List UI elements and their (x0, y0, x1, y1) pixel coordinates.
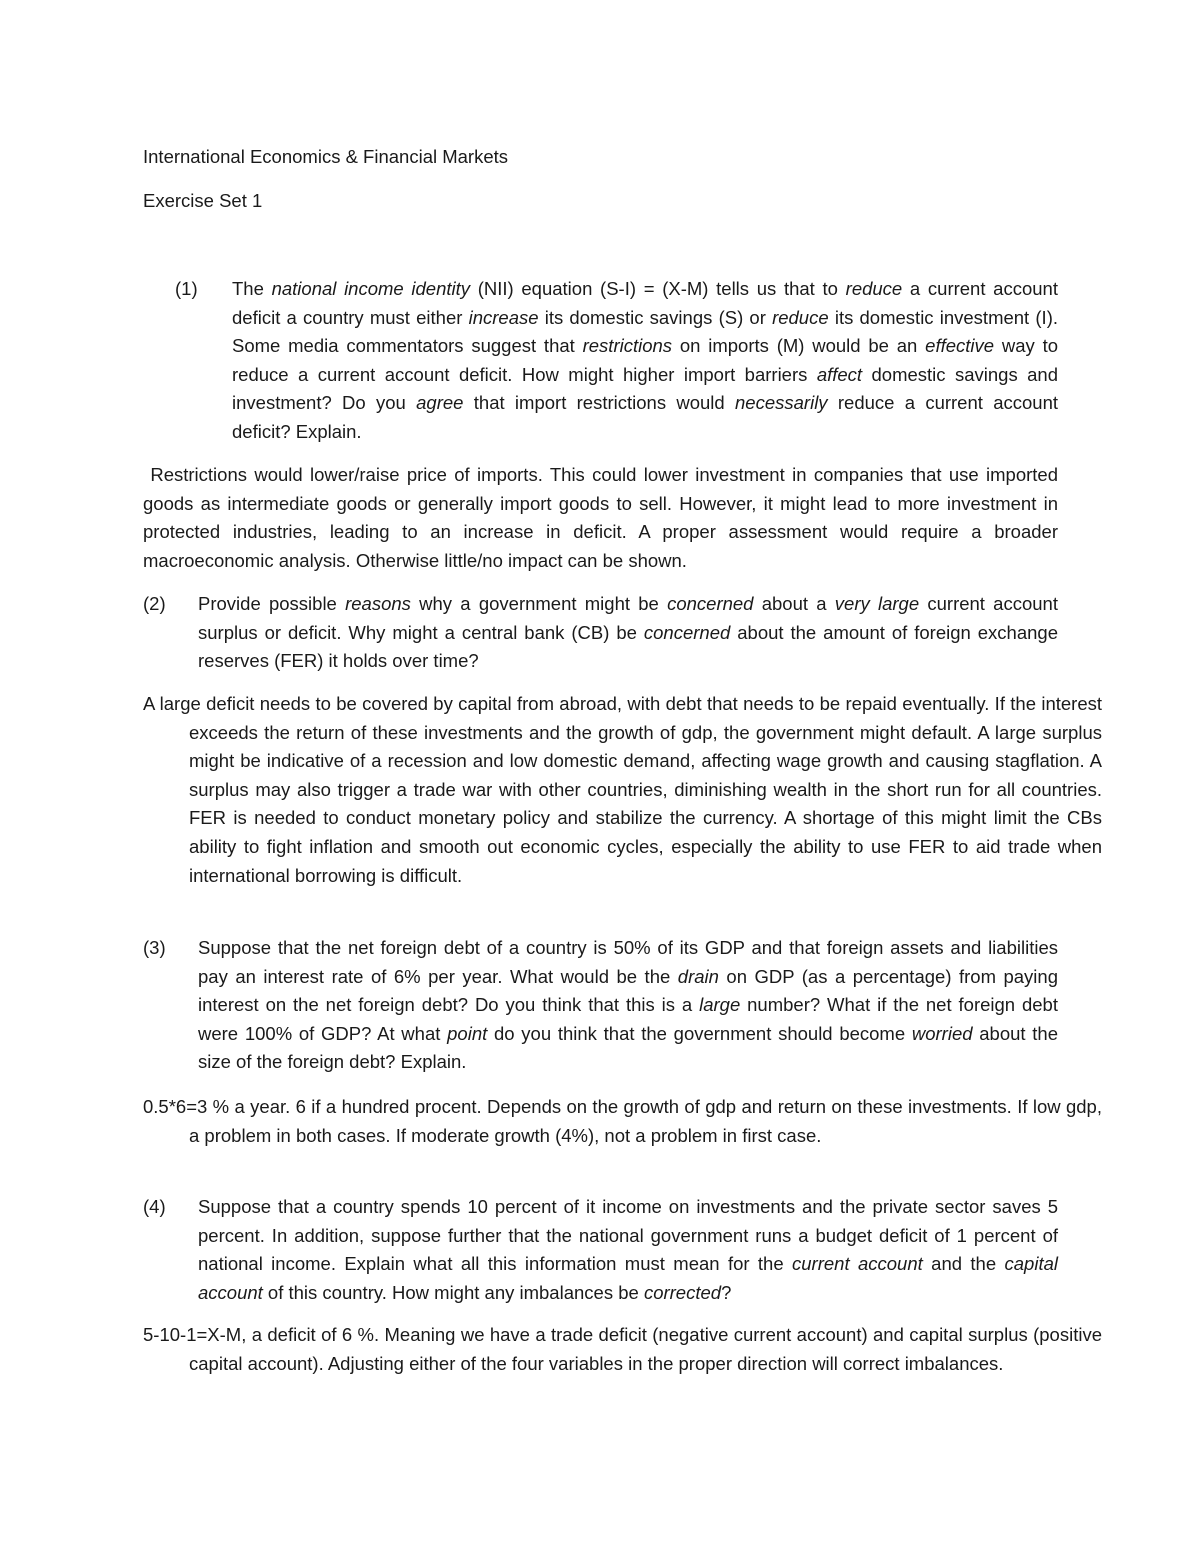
emphasized-text: very large (834, 593, 920, 614)
question-text-segment: about the size of the foreign debt? Explain. (198, 1022, 1059, 1073)
emphasized-text: current account (792, 1253, 923, 1275)
question-text-segment: current account surplus or deficit. Why might a central bank (CB) be (198, 593, 1058, 643)
question-text-segment: about a (753, 593, 835, 614)
emphasized-text: point (447, 1022, 488, 1044)
question-text-segment: Suppose that the net foreign debt of a country is 50% of its GDP and that foreign assets and liabilities pay an interest rate of 6% per year. What would be the (198, 937, 1058, 987)
question-2-text (198, 590, 1058, 676)
question-text-segment: on GDP (as a percentage) from paying interest on the net foreign debt? Do you think that this is a (198, 965, 1058, 1016)
emphasized-text: effective (925, 335, 995, 357)
question-text-segment: of this country. How might any imbalances be (262, 1281, 644, 1303)
question-text-segment: ? (721, 1281, 732, 1303)
question-text-segment: reduce a current account deficit? Explain. (232, 392, 1058, 442)
question-number: (2) (143, 593, 166, 614)
emphasized-text: affect (816, 363, 863, 385)
question-text-segment: domestic savings and investment? Do you (232, 363, 1059, 414)
answer-4-text: 5-10-1=X-M, a deficit of 6 %. Meaning we have a trade deficit (negative current account) and capital surplus (positive capital account). Adjusting either of the four variables in the proper direction will correct imbalances. (143, 1324, 1102, 1374)
emphasized-text: concerned (667, 593, 754, 614)
question-4-text (198, 1193, 1058, 1307)
emphasized-text: increase (468, 306, 539, 328)
emphasized-text: national income identity (271, 278, 471, 299)
emphasized-text: large (699, 994, 741, 1016)
emphasized-text: necessarily (735, 392, 828, 414)
answer-2-text: A large deficit needs to be covered by capital from abroad, with debt that needs to be repaid eventually. If the interest exceeds the return of these investments and the growth of gdp, the government might default. A large surplus might be indicative of a recession and low domestic demand, affecting wage growth and causing stagflation. A surplus may also trigger a trade war with other countries, diminishing wealth in the short run for all countries. FER is needed to conduct monetary policy and stabilize the currency. A shortage of this might limit the CBs ability to fight inflation and smooth out economic cycles, especially the ability to use FER to aid trade when international borrowing is difficult. (143, 693, 1102, 886)
question-1-text (232, 275, 1058, 447)
question-text-segment: way to reduce a current account deficit. How might higher import barriers (232, 335, 1059, 385)
emphasized-text: reasons (345, 593, 411, 614)
question-text-segment: its domestic investment (I). Some media commentators suggest that (232, 306, 1058, 357)
emphasized-text: restrictions (582, 335, 673, 357)
emphasized-text: reduce (772, 306, 829, 328)
emphasized-text: drain (677, 965, 719, 987)
question-text-segment: (NII) equation (S-I) = (X-M) tells us that to (470, 278, 846, 299)
question-text-segment: Suppose that a country spends 10 percent of it income on investments and the private sector saves 5 percent. In addition, suppose further that the national government runs a budget deficit of 1 percent of national income. Explain what all this information must mean for the (198, 1196, 1058, 1275)
emphasized-text: reduce (845, 278, 903, 299)
question-number: (4) (143, 1196, 166, 1217)
question-number: (1) (175, 278, 198, 299)
emphasized-text: capital account (198, 1253, 1058, 1303)
document-subtitle: Exercise Set 1 (143, 190, 263, 211)
emphasized-text: agree (416, 392, 464, 414)
question-text-segment: and the (922, 1253, 1005, 1275)
question-text-segment: its domestic savings (S) or (538, 306, 773, 328)
question-text-segment: on imports (M) would be an (672, 335, 926, 357)
question-number: (3) (143, 937, 166, 958)
question-text-segment: why a government might be (410, 593, 668, 614)
question-text-segment: Provide possible (198, 593, 346, 614)
question-text-segment: a current account deficit a country must either (232, 278, 1058, 328)
document-title: International Economics & Financial Markets (143, 146, 509, 167)
question-3-text (198, 934, 1058, 1077)
emphasized-text: worried (911, 1022, 973, 1044)
question-text-segment: about the amount of foreign exchange reserves (FER) it holds over time? (198, 621, 1058, 672)
question-text-segment: The (232, 278, 272, 299)
question-text-segment: do you think that the government should become (487, 1022, 912, 1044)
question-text-segment: number? What if the net foreign debt were 100% of GDP? At what (198, 994, 1058, 1044)
answer-3-text: 0.5*6=3 % a year. 6 if a hundred procent. Depends on the growth of gdp and return on these investments. If low gdp, a problem in both cases. If moderate growth (4%), not a problem in first case. (143, 1096, 1102, 1146)
emphasized-text: concerned (643, 621, 731, 643)
question-text-segment: that import restrictions would (463, 392, 736, 414)
answer-1-text: Restrictions would lower/raise price of imports. This could lower investment in companies that use imported goods as intermediate goods or generally import goods to sell. However, it might lead to more investment in protected industries, leading to an increase in deficit. A proper assessment would require a broader macroeconomic analysis. Otherwise little/no impact can be shown. (143, 464, 1064, 571)
emphasized-text: corrected (643, 1281, 722, 1303)
